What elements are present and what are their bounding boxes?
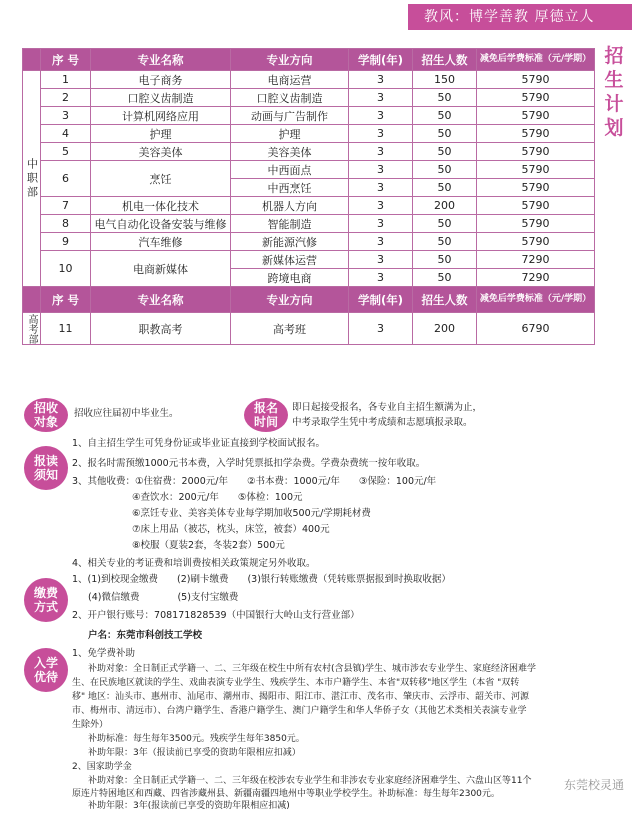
table-row: [23, 161, 595, 179]
table-row: [23, 107, 595, 125]
cell-direction: 机器人方向: [231, 197, 349, 215]
notice-line: ④查饮水：200元/年 ⑤体检：100元: [132, 492, 303, 503]
table-row: [23, 197, 595, 215]
table-row: [23, 125, 595, 143]
table-row: [23, 71, 595, 89]
cell-quota: 50: [413, 179, 477, 197]
cell-quota: 50: [413, 161, 477, 179]
cell-years: 3: [349, 233, 413, 251]
aid-line: 原连片特困地区和西藏、四省涉藏州县、新疆南疆四地州中等职业学校学生。补助标准：每生每年2300元。: [72, 789, 500, 799]
cell-quota: 50: [413, 233, 477, 251]
cell-years: 3: [349, 269, 413, 287]
cell-fee: 5790: [477, 197, 595, 215]
header-years: 学制(年): [349, 287, 413, 313]
cell-no: 2: [41, 89, 91, 107]
cell-direction: 新媒体运营: [231, 251, 349, 269]
cell-fee: 5790: [477, 179, 595, 197]
recruitment-plan-table: [22, 48, 595, 345]
cell-direction: 口腔义齿制造: [231, 89, 349, 107]
table-header-row: [23, 287, 595, 313]
aid-line: 补助年限：3年（报读前已享受的资助年限相应扣减）: [88, 748, 301, 758]
notice-line: 1、自主招生学生可凭身份证或毕业证直接到学校面试报名。: [72, 438, 326, 449]
cell-major: 美容美体: [91, 143, 231, 161]
aid-line: 补助对象：全日制正式学籍一、二、三年级在校涉农专业学生和非涉农专业家庭经济困难学生、六盘山区等11个: [88, 776, 532, 786]
cell-fee: 5790: [477, 89, 595, 107]
cell-no: 1: [41, 71, 91, 89]
cell-direction: 中西烹饪: [231, 179, 349, 197]
side-title-recruitment-plan: [600, 44, 628, 140]
aid-line: 1、免学费补助: [72, 648, 136, 659]
cell-major: 职教高考: [91, 313, 231, 345]
pay-line: 户名：东莞市科创技工学校: [88, 630, 203, 641]
cell-fee: 6790: [477, 313, 595, 345]
cell-quota: 50: [413, 269, 477, 287]
header-no: 序 号: [41, 287, 91, 313]
header-years: 学制(年): [349, 49, 413, 71]
table-row: [23, 233, 595, 251]
cell-direction: 中西面点: [231, 161, 349, 179]
cell-no: 4: [41, 125, 91, 143]
header-quota: 招生人数: [413, 287, 477, 313]
cell-years: 3: [349, 197, 413, 215]
notice-line: ⑧校服（夏装2套，冬装2套）500元: [132, 540, 285, 551]
cell-quota: 50: [413, 143, 477, 161]
aid-line: 补助标准：每生每年3500元。残疾学生每年3850元。: [88, 734, 305, 744]
header-fee: 减免后学费标准（元/学期）: [477, 49, 595, 71]
cell-no: 8: [41, 215, 91, 233]
side-title-char: 计: [604, 93, 624, 115]
cell-no: 11: [41, 313, 91, 345]
target-text: 招收应往届初中毕业生。: [74, 408, 179, 419]
cell-no: 6: [41, 161, 91, 197]
cell-years: 3: [349, 71, 413, 89]
notice-line: 3、其他收费：①住宿费：2000元/年 ②书本费：1000元/年 ③保险：100元/年: [72, 476, 437, 487]
cell-years: 3: [349, 179, 413, 197]
school-motto-bar: [408, 4, 632, 30]
table-row: [23, 143, 595, 161]
aid-label: 入学 优待: [24, 648, 68, 692]
cell-direction: 护理: [231, 125, 349, 143]
pay-label: 缴费 方式: [24, 578, 68, 622]
notice-line: 4、相关专业的考证费和培训费按相关政策规定另外收取。: [72, 558, 316, 569]
pay-line: 1、(1)到校现金缴费 (2)刷卡缴费 (3)银行转账缴费（凭转账票据报到时换取收据）: [72, 574, 451, 585]
cell-quota: 50: [413, 107, 477, 125]
cell-direction: 动画与广告制作: [231, 107, 349, 125]
time-text-2: 中考录取学生凭中考成绩和志愿填报录取。: [292, 417, 473, 428]
notice-line: ⑦床上用品（被芯，枕头，床笠，被套）400元: [132, 524, 330, 535]
cell-major: 汽车维修: [91, 233, 231, 251]
cell-fee: 5790: [477, 233, 595, 251]
cell-fee: 7290: [477, 269, 595, 287]
cell-fee: 5790: [477, 71, 595, 89]
cell-years: 3: [349, 143, 413, 161]
side-title-char: 招: [604, 45, 624, 67]
table-header-row: [23, 49, 595, 71]
cell-quota: 200: [413, 197, 477, 215]
dept-zhongzhi: 中职部: [23, 71, 41, 287]
cell-major: 电商新媒体: [91, 251, 231, 287]
cell-years: 3: [349, 125, 413, 143]
cell-years: 3: [349, 89, 413, 107]
cell-direction: 高考班: [231, 313, 349, 345]
dept-gaokao: 高考部: [23, 313, 41, 345]
aid-line: 生除外）: [72, 720, 109, 730]
cell-years: 3: [349, 107, 413, 125]
cell-fee: 7290: [477, 251, 595, 269]
pay-line: 2、开户银行账号：708171828539（中国银行大岭山支行营业部）: [72, 610, 360, 621]
table-row: [23, 251, 595, 269]
header-fee: 减免后学费标准（元/学期）: [477, 287, 595, 313]
header-major: 专业名称: [91, 287, 231, 313]
cell-no: 5: [41, 143, 91, 161]
cell-fee: 5790: [477, 107, 595, 125]
cell-fee: 5790: [477, 125, 595, 143]
cell-major: 计算机网络应用: [91, 107, 231, 125]
aid-line: 市、梅州市、清远市）、台湾户籍学生、香港户籍学生、澳门户籍学生和华人华侨子女（其他艺术类相关表演专业学: [72, 706, 527, 716]
aid-line: 生、在民族地区就读的学生、戏曲表演专业学生、残疾学生、本市户籍学生、本省"双转移"地区学生（本省 "双转: [72, 678, 520, 688]
cell-direction: 新能源汽修: [231, 233, 349, 251]
cell-no: 10: [41, 251, 91, 287]
aid-line: 补助对象：全日制正式学籍一、二、三年级在校生中所有农村(含县镇)学生、城市涉农专业学生、家庭经济困难学: [88, 664, 537, 674]
cell-major: 烹饪: [91, 161, 231, 197]
table-row: [23, 313, 595, 345]
cell-years: 3: [349, 251, 413, 269]
aid-line: 2、国家助学金: [72, 762, 132, 772]
cell-years: 3: [349, 313, 413, 345]
cell-direction: 电商运营: [231, 71, 349, 89]
cell-quota: 50: [413, 89, 477, 107]
cell-quota: 200: [413, 313, 477, 345]
notice-line: ⑥烹饪专业、美容美体专业每学期加收500元/学期耗材费: [132, 508, 371, 519]
notice-line: 2、报名时需预缴1000元书本费，入学时凭票抵扣学杂费。学费杂费统一按年收取。: [72, 458, 426, 469]
cell-major: 电气自动化设备安装与维修: [91, 215, 231, 233]
cell-major: 护理: [91, 125, 231, 143]
pay-line: (4)微信缴费 (5)支付宝缴费: [88, 592, 239, 603]
time-label: 报名 时间: [244, 398, 288, 432]
cell-quota: 50: [413, 125, 477, 143]
cell-direction: 智能制造: [231, 215, 349, 233]
school-motto: 教风：博学善教 厚德立人: [424, 9, 595, 25]
watermark: 东莞校灵通: [563, 778, 624, 792]
cell-years: 3: [349, 215, 413, 233]
notice-label: 报读 须知: [24, 446, 68, 490]
header-quota: 招生人数: [413, 49, 477, 71]
cell-no: 7: [41, 197, 91, 215]
cell-fee: 5790: [477, 143, 595, 161]
cell-major: 电子商务: [91, 71, 231, 89]
cell-fee: 5790: [477, 161, 595, 179]
header-direction: 专业方向: [231, 49, 349, 71]
table-row: [23, 215, 595, 233]
aid-line: 补助年限：3年(报读前已享受的资助年限相应扣减): [88, 801, 290, 811]
side-title-char: 生: [604, 69, 624, 91]
cell-quota: 50: [413, 251, 477, 269]
aid-line: 移" 地区：汕头市、惠州市、汕尾市、潮州市、揭阳市、阳江市、湛江市、茂名市、肇庆市、云浮市、韶关市、河源: [72, 692, 530, 702]
header-major: 专业名称: [91, 49, 231, 71]
target-label: 招收 对象: [24, 398, 68, 432]
cell-no: 9: [41, 233, 91, 251]
header-no: 序 号: [41, 49, 91, 71]
cell-quota: 50: [413, 215, 477, 233]
cell-no: 3: [41, 107, 91, 125]
time-text-1: 即日起接受报名，各专业自主招生额满为止，: [292, 402, 483, 413]
cell-years: 3: [349, 161, 413, 179]
cell-quota: 150: [413, 71, 477, 89]
cell-major: 机电一体化技术: [91, 197, 231, 215]
header-direction: 专业方向: [231, 287, 349, 313]
side-title-char: 划: [604, 117, 624, 139]
cell-major: 口腔义齿制造: [91, 89, 231, 107]
cell-direction: 美容美体: [231, 143, 349, 161]
cell-fee: 5790: [477, 215, 595, 233]
table-row: [23, 89, 595, 107]
cell-direction: 跨境电商: [231, 269, 349, 287]
